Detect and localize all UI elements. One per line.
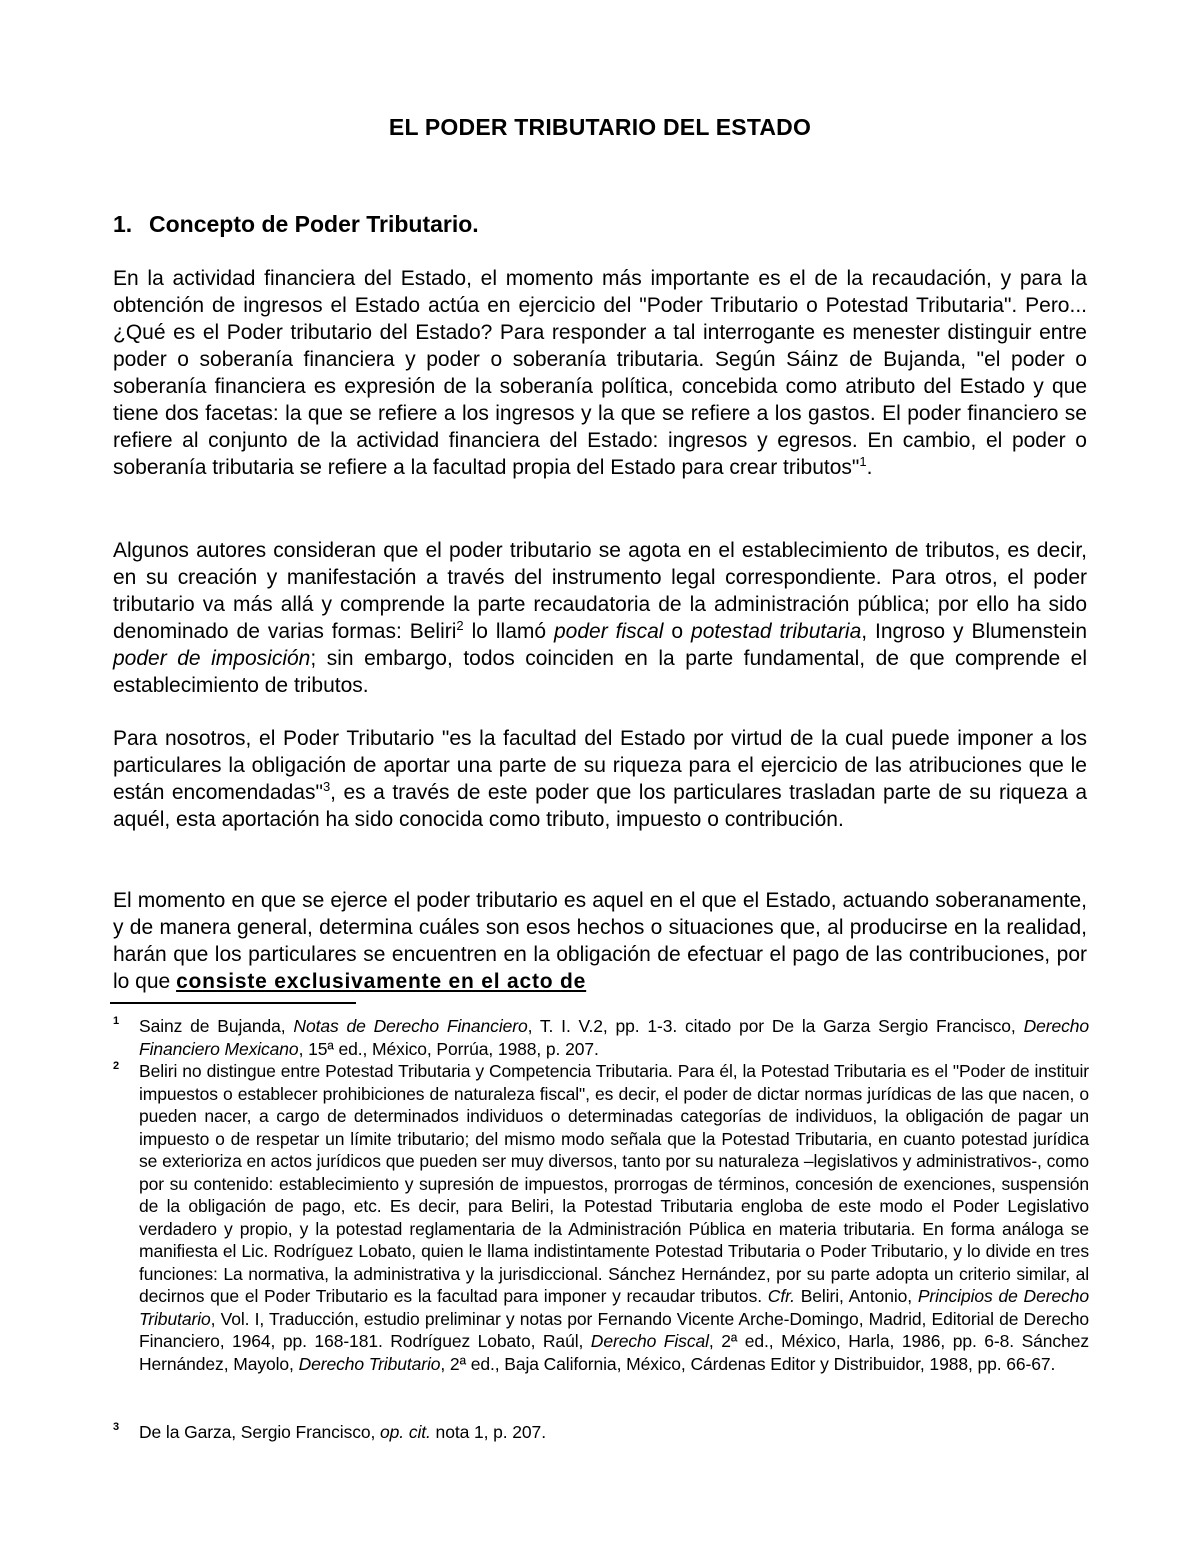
paragraph-3 bbox=[113, 725, 1087, 833]
paragraph-4 bbox=[113, 887, 1087, 995]
footnote-3 bbox=[113, 1421, 1089, 1444]
footnote-2-mark: 2 bbox=[113, 1060, 120, 1072]
footnote-2-text bbox=[139, 1060, 1089, 1375]
section-heading bbox=[113, 211, 479, 238]
footnote-3-italic-1: op. cit. bbox=[380, 1422, 431, 1442]
footnote-1-italic-1: Notas de Derecho Financiero bbox=[293, 1016, 528, 1036]
footnote-2-d: , 2ª ed., México, Harla, 1986, pp. 6-8. Sánchez Hernández, Mayolo, bbox=[139, 1331, 1089, 1374]
footnote-1 bbox=[113, 1015, 1089, 1060]
footnote-3-mark: 3 bbox=[113, 1421, 120, 1433]
footnote-2-italic-3: Derecho Fiscal bbox=[590, 1331, 709, 1351]
footnote-2-a: Beliri no distingue entre Potestad Tributaria y Competencia Tributaria. Para él, la Potestad Tributaria es el "Poder de instituir impuestos o establecer prohibiciones de naturaleza fiscal", es decir, el poder de dictar normas jurídicas de las que nacen, o pueden nacer, a cargo de determinados individuos o determinadas categorías de individuos, la obligación de pagar un impuesto o de respetar un límite tributario; del mismo modo señala que la Potestad Tributaria, en cuanto potestad jurídica se exterioriza en actos jurídicos que pueden ser muy diversos, tanto por su naturaleza –legislativos y administrativos-, como por su contenido: establecimiento y supresión de impuestos, prorrogas de términos, concesión de exenciones, suspensión de la obligación de pago, etc. Es decir, para Beliri, la Potestad Tributaria engloba de este modo el Poder Legislativo verdadero y propio, y la potestad reglamentaria de la Administración Pública en materia tributaria. En forma análoga se manifiesta el Lic. Rodríguez Lobato, quien le llama indistintamente Potestad Tributaria o Poder Tributario, y lo divide en tres funciones: La normativa, la administrativa y la jurisdiccional. Sánchez Hernández, por su parte adopta un criterio similar, al decirnos que el Poder Tributario es la facultad para imponer y recaudar tributos. bbox=[139, 1061, 1089, 1306]
italic-potestad-tributaria: potestad tributaria bbox=[691, 620, 862, 643]
footnote-2-italic-2: Principios de Derecho Tributario bbox=[139, 1286, 1089, 1329]
paragraph-4-text: El momento en que se ejerce el poder tributario es aquel en el que el Estado, actuando soberanamente, y de manera general, determina cuáles son esos hechos o situaciones que, al producirse en la realidad, harán que los particulares se encuentren en la obligación de efectuar el pago de las contribuciones, por lo que bbox=[113, 889, 1087, 993]
section-number: 1. bbox=[113, 211, 133, 237]
footnote-1-a: Sainz de Bujanda, bbox=[139, 1016, 294, 1036]
footnote-3-b: nota 1, p. 207. bbox=[430, 1422, 546, 1442]
section-title: Concepto de Poder Tributario. bbox=[149, 211, 479, 237]
paragraph-2-text-d: , Ingroso y Blumenstein bbox=[861, 620, 1088, 643]
paragraph-3-text-a: Para nosotros, el Poder Tributario "es la facultad del Estado por virtud de la cual puede imponer a los particulares la obligación de aportar una parte de su riqueza para el ejercicio de las atribuciones que le están encomendadas" bbox=[113, 727, 1087, 804]
paragraph-2-text-b: lo llamó bbox=[463, 620, 554, 643]
footnote-1-c: , 15ª ed., México, Porrúa, 1988, p. 207. bbox=[298, 1038, 599, 1059]
paragraph-2-text-e: ; sin embargo, todos coinciden en la parte fundamental, de que comprende el establecimiento de tributos. bbox=[113, 647, 1087, 697]
footnote-3-text bbox=[139, 1421, 1089, 1444]
paragraph-1-end: . bbox=[866, 456, 873, 479]
paragraph-3-text-b: , es a través de este poder que los particulares trasladan parte de su riqueza a aquél, esta aportación ha sido conocida como tributo, impuesto o contribución. bbox=[113, 781, 1087, 831]
footnote-ref-3[interactable]: 3 bbox=[322, 779, 331, 794]
footnote-ref-1[interactable]: 1 bbox=[859, 454, 867, 469]
paragraph-1-text: En la actividad financiera del Estado, el momento más importante es el de la recaudación, y para la obtención de ingresos el Estado actúa en ejercicio del "Poder Tributario o Potestad Tributaria". Pero... ¿Qué es el Poder tributario del Estado? Para responder a tal interrogante es menester distinguir entre poder o soberanía financiera y poder o soberanía tributaria. Según Sáinz de Bujanda, "el poder o soberanía financiera es expresión de la soberanía política, concebida como atributo del Estado y que tiene dos facetas: la que se refiere a los ingresos y la que se refiere a los gastos. El poder financiero se refiere al conjunto de la actividad financiera del Estado: ingresos y egresos. En cambio, el poder o soberanía tributaria se refiere a la facultad propia del Estado para crear tributos" bbox=[113, 267, 1087, 479]
footnote-2-b: Beliri, Antonio, bbox=[794, 1286, 918, 1306]
footnote-2 bbox=[113, 1060, 1089, 1375]
footnote-2-italic-4: Derecho Tributario bbox=[298, 1353, 441, 1374]
footnote-2-c: , Vol. I, Traducción, estudio preliminar y notas por Fernando Vicente Arche-Domingo, Madrid, Editorial de Derecho Financiero, 1964, pp. 168-181. Rodríguez Lobato, Raúl, bbox=[139, 1308, 1089, 1351]
footnote-ref-2[interactable]: 2 bbox=[456, 618, 464, 633]
footnote-3-a: De la Garza, Sergio Francisco, bbox=[139, 1422, 381, 1442]
emphasis-underlined: consiste exclusivamente en el acto de bbox=[176, 970, 587, 993]
document-title: EL PODER TRIBUTARIO DEL ESTADO bbox=[388, 114, 812, 140]
footnote-1-text bbox=[139, 1015, 1089, 1060]
footnote-2-italic-1: Cfr. bbox=[767, 1286, 795, 1306]
footnote-1-mark: 1 bbox=[113, 1015, 120, 1027]
footnote-1-italic-2: Derecho Financiero Mexicano bbox=[139, 1016, 1090, 1059]
paragraph-1 bbox=[113, 265, 1087, 481]
footnote-2-e: , 2ª ed., Baja California, México, Cárdenas Editor y Distribuidor, 1988, pp. 66-67. bbox=[440, 1353, 1056, 1374]
paragraph-2-text-a: Algunos autores consideran que el poder tributario se agota en el establecimiento de tributos, es decir, en su creación y manifestación a través del instrumento legal correspondiente. Para otros, el poder tributario va más allá y comprende la parte recaudatoria de la administración pública; por ello ha sido denominado de varias formas: Beliri bbox=[113, 539, 1087, 643]
paragraph-2-text-c: o bbox=[663, 620, 692, 643]
italic-poder-de-imposicion: poder de imposición bbox=[113, 647, 311, 670]
footnote-separator bbox=[110, 1002, 356, 1004]
paragraph-2 bbox=[113, 537, 1087, 699]
footnote-1-b: , T. I. V.2, pp. 1-3. citado por De la Garza Sergio Francisco, bbox=[527, 1016, 1024, 1036]
italic-poder-fiscal: poder fiscal bbox=[553, 620, 664, 643]
